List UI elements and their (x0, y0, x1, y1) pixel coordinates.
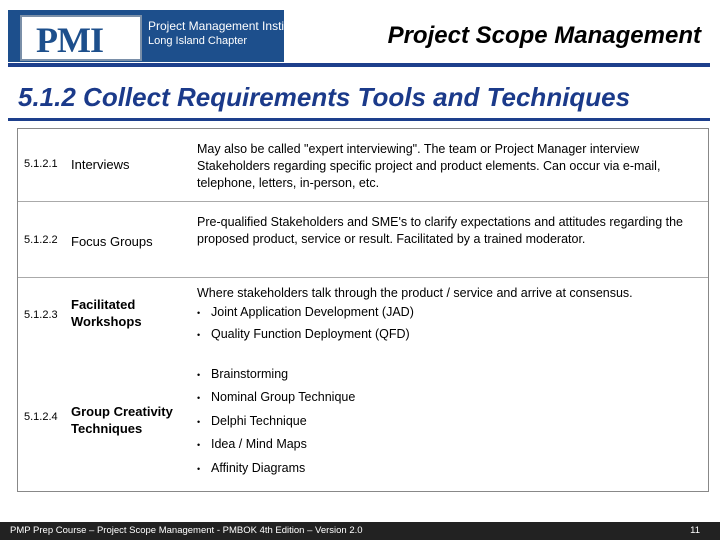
header-divider (8, 63, 710, 67)
list-item (197, 305, 414, 319)
list-item (197, 414, 307, 428)
bullet-text: Joint Application Development (JAD) (211, 305, 414, 319)
row-number: 5.1.2.2 (24, 234, 58, 246)
list-item (197, 367, 288, 381)
page-number: 11 (690, 525, 700, 536)
list-item (197, 461, 305, 475)
pmi-logo (8, 10, 305, 67)
row-label: Focus Groups (71, 234, 153, 249)
table-row (18, 278, 708, 358)
row-label: Group Creativity Techniques (71, 404, 173, 436)
row-description: Where stakeholders talk through the product / service and arrive at consensus. (197, 286, 633, 300)
bullet-icon: • (197, 463, 201, 474)
row-label: Facilitated Workshops (71, 297, 142, 329)
logo-mark: PMI (36, 20, 103, 60)
bullet-text: Delphi Technique (211, 414, 307, 428)
list-item (197, 327, 410, 341)
bullet-text: Affinity Diagrams (211, 461, 306, 475)
list-item (197, 390, 355, 404)
bullet-icon: • (197, 307, 201, 318)
slide-title: 5.1.2 Collect Requirements Tools and Techniques (18, 82, 631, 112)
row-number: 5.1.2.4 (24, 411, 58, 423)
table-row (18, 202, 708, 278)
table-row (18, 129, 708, 202)
bullet-icon: • (197, 329, 201, 340)
bullet-text: Quality Function Deployment (QFD) (211, 327, 410, 341)
footer-text: PMP Prep Course – Project Scope Management - PMBOK 4th Edition – Version 2.0 (10, 525, 363, 536)
bullet-icon: • (197, 439, 201, 450)
bullet-text: Nominal Group Technique (211, 390, 356, 404)
header-title: Project Scope Management (387, 22, 701, 49)
row-label: Interviews (71, 157, 130, 172)
bullet-text: Idea / Mind Maps (211, 437, 307, 451)
row-description: May also be called "expert interviewing". The team or Project Manager interview Stakeholders regarding specific project and product elements. Can occur via e-mail, telephone, letters, in-person, etc. (197, 142, 661, 190)
row-number: 5.1.2.1 (24, 158, 58, 170)
row-description: Pre-qualified Stakeholders and SME's to clarify expectations and attitudes regarding the proposed product, service or result. Facilitated by a trained moderator. (197, 215, 683, 246)
logo-mark-tile (20, 15, 142, 61)
bullet-icon: • (197, 392, 201, 403)
bullet-text: Brainstorming (211, 367, 289, 381)
title-divider (8, 118, 710, 121)
list-item (197, 437, 307, 451)
table-row (18, 358, 708, 492)
logo-org-name: Project Management Institute (148, 19, 305, 33)
logo-chapter-name: Long Island Chapter (148, 35, 248, 47)
bullet-icon: • (197, 369, 201, 380)
row-number: 5.1.2.3 (24, 309, 58, 321)
tools-table (17, 128, 709, 492)
bullet-icon: • (197, 416, 201, 427)
